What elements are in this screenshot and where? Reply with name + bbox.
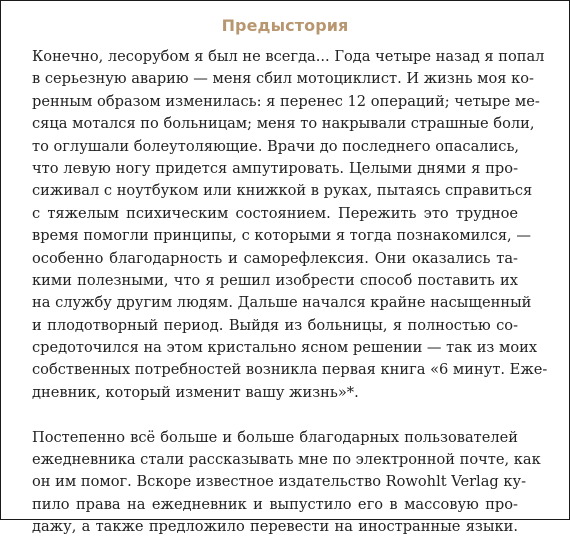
text-line: на службу другим людям. Дальше начался крайне насыщенный <box>32 294 532 312</box>
text-line: Конечно, лесорубом я был не всегда... Года четыре назад я попал <box>32 48 545 65</box>
text-line: он им помог. Вскоре известное издательство Rowohlt Verlag ку- <box>32 473 527 491</box>
text-line: ренным образом изменилась: я перенес 12 операций; четыре ме- <box>32 92 540 110</box>
text-line: время помогли принципы, с которыми я тогда познакомился, — <box>32 227 531 245</box>
text-line: Постепенно всё больше и больше благодарных пользователей <box>32 428 518 446</box>
paragraph-2 <box>32 427 541 539</box>
text-line: сиживал с ноутбуком или книжкой в руках, пытаясь справиться <box>32 182 533 200</box>
text-line: то оглушали болеутоляющие. Врачи до последнего опасались, <box>32 137 520 155</box>
text-line: с тяжелым психическим состоянием. Пережить это трудное <box>32 204 518 222</box>
text-line: что левую ногу придется ампутировать. Целыми днями я про- <box>32 159 518 177</box>
chapter-title: Предыстория <box>221 16 349 35</box>
text-line: средоточился на этом кристально ясном решении — так из моих <box>32 339 538 357</box>
text-line: дажу, а также предложило перевести на иностранные языки. <box>32 518 518 536</box>
text-line: в серьезную аварию — меня сбил мотоциклист. И жизнь моя ко- <box>32 70 534 88</box>
text-line: особенно благодарность и саморефлексия. Они оказались та- <box>32 249 518 267</box>
text-line: собственных потребностей возникла первая книга «6 минут. Еже- <box>32 361 548 379</box>
text-line: сяца мотался по больницам; меня то накрывали страшные боли, <box>32 115 535 133</box>
text-line: пило права на ежедневник и выпустило его в массовую про- <box>32 495 518 513</box>
paragraph-1 <box>32 46 548 404</box>
paragraph-gap <box>32 404 518 426</box>
text-line: кими полезными, что я решил изобрести способ поставить их <box>32 271 518 289</box>
page-body <box>32 46 548 539</box>
text-line: дневник, который изменит вашу жизнь»*. <box>32 383 359 401</box>
text-line: и плодотворный период. Выйдя из больницы, я полностью со- <box>32 316 518 334</box>
text-line: ежедневника стали рассказывать мне по электронной почте, как <box>32 451 541 469</box>
